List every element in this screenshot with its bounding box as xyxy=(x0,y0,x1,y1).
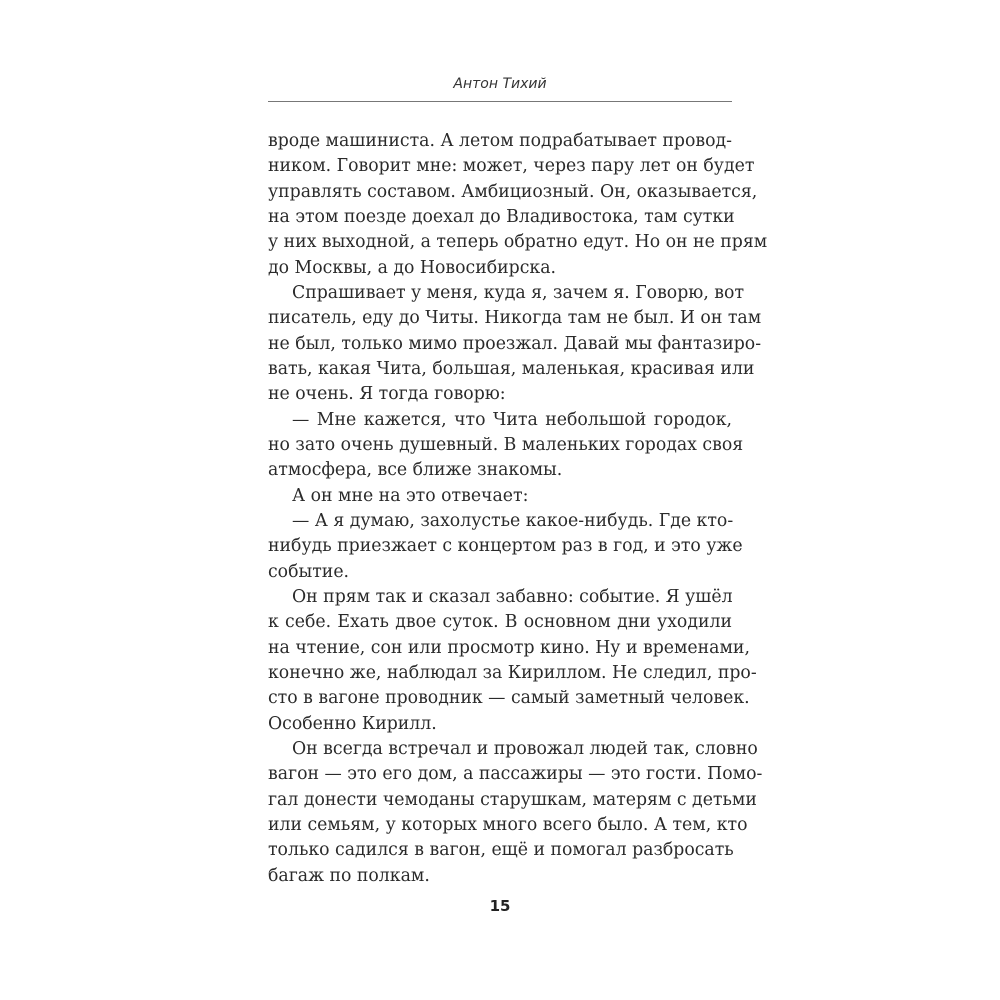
text-line: гал донести чемоданы старушкам, матерям с детьми xyxy=(268,789,757,810)
text-line: Особенно Кирилл. xyxy=(268,713,437,734)
text-line: или семьям, у которых много всего было. А тем, кто xyxy=(268,814,748,835)
text-line: ником. Говорит мне: может, через пару лет он будет xyxy=(268,156,755,177)
text-line: конечно же, наблюдал за Кириллом. Не следил, про- xyxy=(268,662,757,683)
text-line: вагон — это его дом, а пассажиры — это гости. Помо- xyxy=(268,764,763,785)
text-line: багаж по полкам. xyxy=(268,865,430,886)
text-line: писатель, еду до Читы. Никогда там не был. И он там xyxy=(268,308,762,329)
text-line: у них выходной, а теперь обратно едут. Но он не прям xyxy=(268,232,768,253)
text-line: только садился в вагон, ещё и помогал разбросать xyxy=(268,840,734,861)
text-line: не был, только мимо проезжал. Давай мы фантазиро- xyxy=(268,333,762,354)
text-line: управлять составом. Амбициозный. Он, оказывается, xyxy=(268,181,758,202)
text-line: атмосфера, все ближе знакомы. xyxy=(268,460,563,481)
text-line: к себе. Ехать двое суток. В основном дни уходили xyxy=(268,612,732,633)
text-line: Он прям так и сказал забавно: событие. Я ушёл xyxy=(292,586,733,607)
text-line: — Мне кажется, что Чита небольшой городок, xyxy=(292,409,732,430)
page-number: 15 xyxy=(489,897,511,915)
page-body-text xyxy=(268,129,768,889)
running-header: Антон Тихий xyxy=(453,76,547,92)
text-line: на этом поезде доехал до Владивостока, там сутки xyxy=(268,206,735,227)
header-rule xyxy=(268,101,732,102)
text-line: нибудь приезжает с концертом раз в год, и это уже xyxy=(268,536,743,557)
text-line: А он мне на это отвечает: xyxy=(292,485,529,506)
text-line: Спрашивает у меня, куда я, зачем я. Говорю, вот xyxy=(292,282,745,303)
text-line: Он всегда встречал и провожал людей так, словно xyxy=(292,738,758,759)
text-line: — А я думаю, захолустье какое-нибудь. Где кто- xyxy=(292,510,734,531)
text-line: сто в вагоне проводник — самый заметный человек. xyxy=(268,688,750,709)
text-line: вать, какая Чита, большая, маленькая, красивая или xyxy=(268,358,755,379)
text-line: но зато очень душевный. В маленьких городах своя xyxy=(268,434,744,455)
text-line: вроде машиниста. А летом подрабатывает провод- xyxy=(268,131,732,151)
text-line: до Москвы, а до Новосибирска. xyxy=(268,257,556,278)
text-line: на чтение, сон или просмотр кино. Ну и временами, xyxy=(268,637,750,658)
text-line: событие. xyxy=(268,561,350,582)
text-line: не очень. Я тогда говорю: xyxy=(268,384,506,405)
